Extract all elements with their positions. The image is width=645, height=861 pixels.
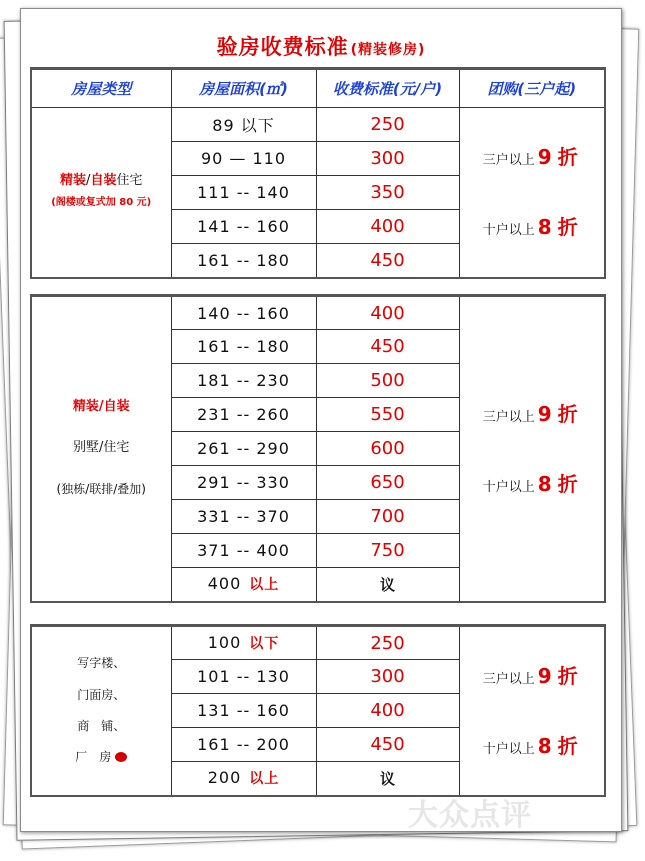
header-group: 团购(三户起) <box>459 69 605 108</box>
type-cell-1: 精装/自装住宅 (阁楼或复式加 80 元) <box>31 108 171 278</box>
fee-cell: 450 <box>316 330 459 364</box>
title-sub: (精装修房) <box>350 42 426 58</box>
area-cell: 89 以下 <box>171 108 316 142</box>
group-discount-cell-1: 三户以上 9 折 十户以上 8 折 <box>459 108 605 278</box>
area-cell: 291 -- 330 <box>171 466 316 500</box>
table-section-3 <box>30 624 606 797</box>
table-row <box>31 296 605 330</box>
fee-cell: 300 <box>316 660 459 694</box>
area-cell: 131 -- 160 <box>171 694 316 728</box>
table-section-2 <box>30 294 606 603</box>
fee-cell: 450 <box>316 244 459 278</box>
header-area: 房屋面积(㎡) <box>171 69 316 108</box>
fee-cell: 350 <box>316 176 459 210</box>
fee-cell: 400 <box>316 210 459 244</box>
area-cell: 331 -- 370 <box>171 500 316 534</box>
fee-cell: 500 <box>316 364 459 398</box>
fee-cell: 250 <box>316 626 459 660</box>
table-section-1 <box>30 67 606 279</box>
area-cell: 261 -- 290 <box>171 432 316 466</box>
watermark: 大众点评 <box>408 798 532 833</box>
area-cell: 90 — 110 <box>171 142 316 176</box>
table-row <box>31 108 605 142</box>
area-cell: 100 以下 <box>171 626 316 660</box>
area-cell: 200 以上 <box>171 762 316 796</box>
table-header-row <box>31 69 605 108</box>
area-cell: 231 -- 260 <box>171 398 316 432</box>
group-discount-cell-3: 三户以上 9 折 十户以上 8 折 <box>459 626 605 796</box>
area-cell: 111 -- 140 <box>171 176 316 210</box>
group-discount-cell-2: 三户以上 9 折 十户以上 8 折 <box>459 296 605 602</box>
area-cell: 161 -- 180 <box>171 330 316 364</box>
fee-cell: 450 <box>316 728 459 762</box>
area-cell: 140 -- 160 <box>171 296 316 330</box>
fee-cell: 750 <box>316 534 459 568</box>
price-sheet <box>20 8 622 832</box>
table-row <box>31 626 605 660</box>
area-cell: 141 -- 160 <box>171 210 316 244</box>
page-title <box>21 31 621 61</box>
fee-cell: 650 <box>316 466 459 500</box>
fee-cell: 600 <box>316 432 459 466</box>
fee-cell: 议 <box>316 762 459 796</box>
type-cell-3: 写字楼、 门面房、 商 铺、 厂 房 <box>31 626 171 796</box>
area-cell: 161 -- 180 <box>171 244 316 278</box>
header-type: 房屋类型 <box>31 69 171 108</box>
title-main: 验房收费标准 <box>216 35 349 59</box>
fee-cell: 700 <box>316 500 459 534</box>
fee-cell: 250 <box>316 108 459 142</box>
area-cell: 161 -- 200 <box>171 728 316 762</box>
area-cell: 101 -- 130 <box>171 660 316 694</box>
fee-cell: 400 <box>316 694 459 728</box>
fee-cell: 550 <box>316 398 459 432</box>
header-fee: 收费标准(元/户) <box>316 69 459 108</box>
fee-cell: 400 <box>316 296 459 330</box>
fee-cell: 300 <box>316 142 459 176</box>
fee-cell: 议 <box>316 568 459 602</box>
area-cell: 181 -- 230 <box>171 364 316 398</box>
area-cell: 371 -- 400 <box>171 534 316 568</box>
area-cell: 400 以上 <box>171 568 316 602</box>
red-stamp-icon <box>115 752 127 762</box>
type-cell-2: 精装/自装 别墅/住宅 (独栋/联排/叠加) <box>31 296 171 602</box>
